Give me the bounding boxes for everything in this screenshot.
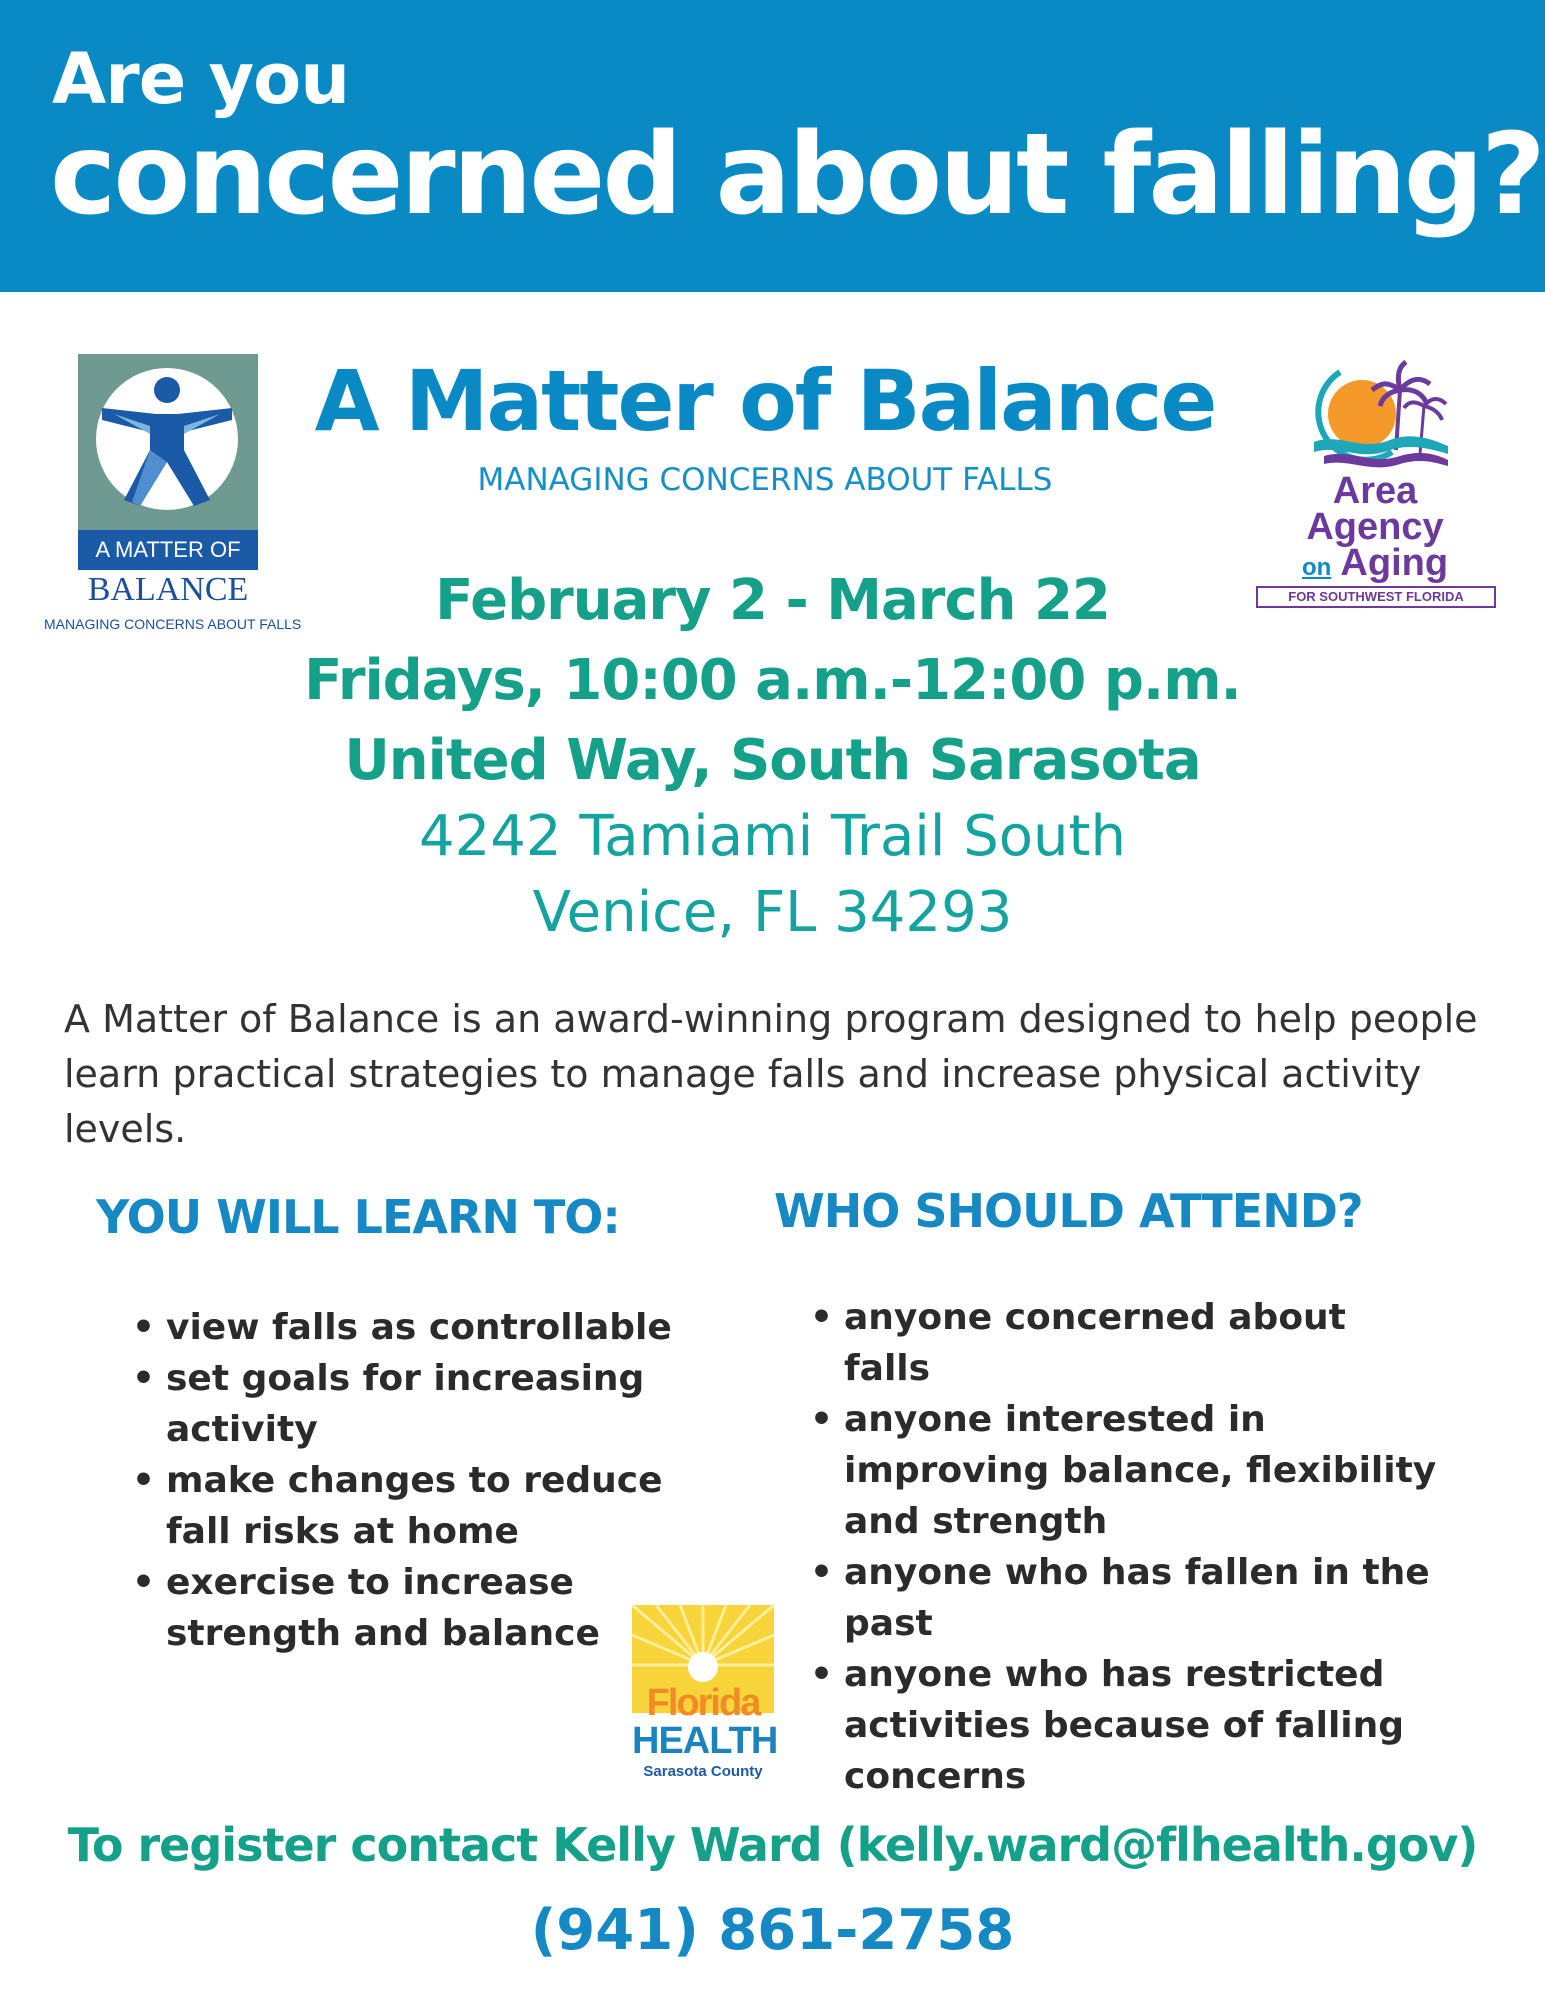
phone-number: (941) 861-2758 [530,1898,1015,1963]
event-venue: United Way, South Sarasota [344,728,1201,793]
logo-text-line-2: BALANCE [87,571,249,608]
list-item: • exercise to increase strength and balance [166,1557,686,1659]
bullet-icon: • [810,1297,834,1338]
bullet-icon: • [810,1654,834,1695]
list-item: • view falls as controllable [166,1302,686,1353]
banner-line-2: concerned about falling? [50,110,1543,240]
logo-text-line-1: A MATTER OF [78,530,258,570]
bullet-icon: • [810,1552,834,1593]
florida-health-logo [632,1605,778,1787]
logo-footer: FOR SOUTHWEST FLORIDA [1256,586,1496,608]
logo-word-aging: Aging [1340,542,1449,584]
logo-word-health: HEALTH [632,1720,778,1762]
bullet-icon: • [132,1358,156,1399]
header-banner [0,0,1545,292]
event-dates: February 2 - March 22 [435,568,1110,633]
list-item: • make changes to reduce fall risks at home [166,1455,686,1557]
list-item: • anyone who has restricted activities because of falling concerns [844,1649,1444,1802]
logo-word-florida: Florida [646,1682,760,1724]
list-item: • set goals for increasing activity [166,1353,686,1455]
bullet-icon: • [132,1460,156,1501]
event-street: 4242 Tamiami Trail South [419,804,1126,869]
event-city: Venice, FL 34293 [532,880,1013,945]
banner-line-1: Are you [52,38,350,120]
list-item: • anyone concerned about falls [844,1292,1444,1394]
logo-tagline: MANAGING CONCERNS ABOUT FALLS [44,616,302,632]
list-item: • anyone who has fallen in the past [844,1547,1444,1649]
person-balance-icon [96,368,238,510]
logo-word-agency: Agency [1306,506,1444,548]
sun-palm-waves-icon [1300,354,1450,472]
attend-list [810,1292,1444,1802]
bullet-icon: • [132,1562,156,1603]
program-title: A Matter of Balance [314,352,1216,450]
learn-heading: YOU WILL LEARN TO: [96,1190,620,1244]
bullet-icon: • [132,1307,156,1348]
program-subtitle: MANAGING CONCERNS ABOUT FALLS [477,462,1053,498]
list-item: • anyone interested in improving balance, flexibility and strength [844,1394,1444,1547]
logo-word-area: Area [1332,470,1418,512]
register-contact: To register contact Kelly Ward (kelly.ward@flhealth.gov) [67,1818,1478,1872]
attend-heading: WHO SHOULD ATTEND? [774,1184,1363,1238]
event-time: Fridays, 10:00 a.m.-12:00 p.m. [304,648,1241,713]
learn-list [132,1302,686,1659]
program-description: A Matter of Balance is an award-winning program designed to help people learn practical strategies to manage falls and increase physical activity levels. [64,997,1478,1151]
logo-word-on: on [1301,554,1332,581]
logo-word-county: Sarasota County [643,1763,763,1780]
bullet-icon: • [810,1399,834,1440]
